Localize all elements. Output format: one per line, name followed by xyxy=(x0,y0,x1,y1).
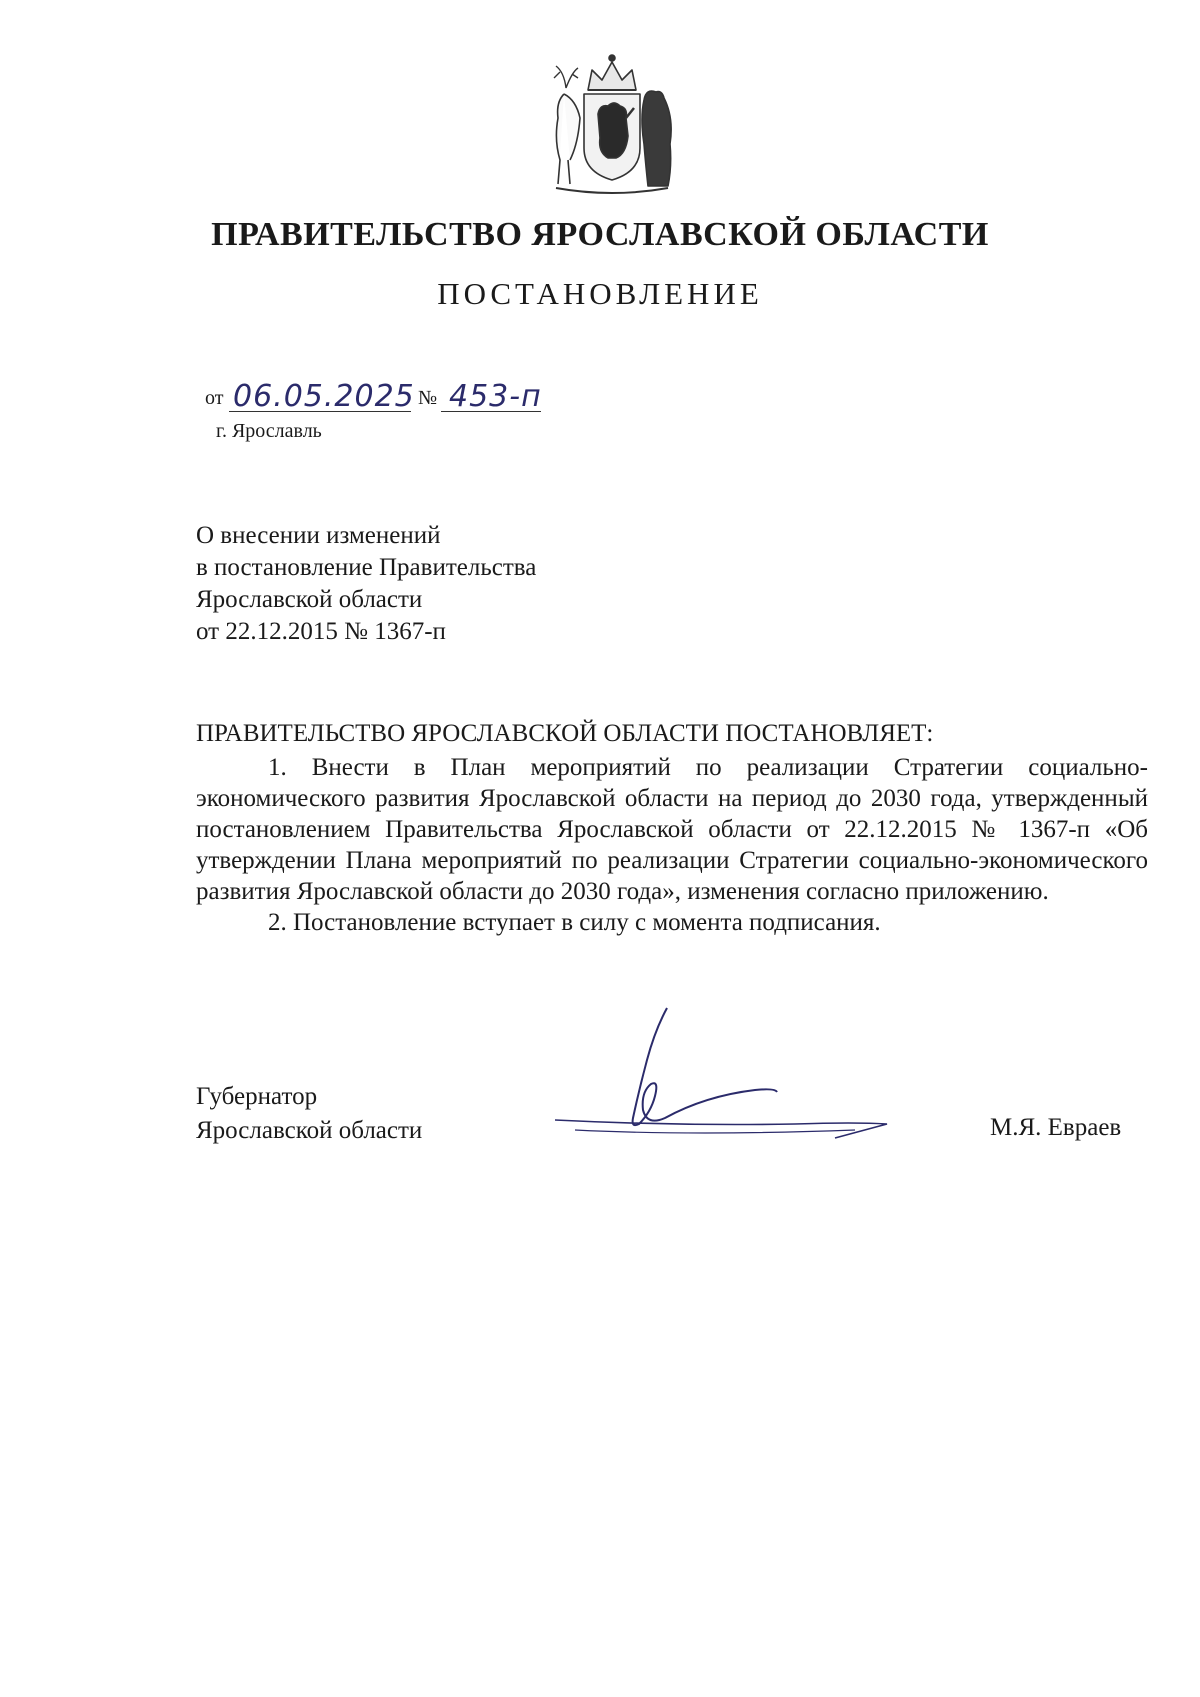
organization-title: ПРАВИТЕЛЬСТВО ЯРОСЛАВСКОЙ ОБЛАСТИ xyxy=(211,216,989,253)
signatory-role-line: Губернатор xyxy=(196,1083,318,1110)
subject-line: О внесении изменений xyxy=(196,522,441,549)
subject-line: в постановление Правительства xyxy=(196,554,537,581)
subject-line: от 22.12.2015 № 1367-п xyxy=(196,618,446,645)
decree-body xyxy=(196,752,1148,938)
date-number-line xyxy=(205,379,625,416)
date-label: от xyxy=(205,387,224,409)
date-value: 06.05.2025 xyxy=(233,379,415,414)
handwritten-signature xyxy=(555,1000,915,1160)
number-value: 453-п xyxy=(449,379,542,414)
signatory-role-line: Ярославской области xyxy=(196,1117,423,1144)
signatory-role xyxy=(196,1080,422,1148)
subject-block xyxy=(196,520,536,648)
city-label: г. Ярославль xyxy=(216,420,322,442)
paragraph-2: 2. Постановление вступает в силу с момента подписания. xyxy=(268,909,881,936)
number-label: № xyxy=(418,387,438,409)
signatory-name: М.Я. Евраев xyxy=(990,1114,1122,1141)
decree-heading: ПРАВИТЕЛЬСТВО ЯРОСЛАВСКОЙ ОБЛАСТИ ПОСТАНОВЛЯЕТ: xyxy=(196,720,934,747)
coat-of-arms-emblem xyxy=(536,48,688,198)
subject-line: Ярославской области xyxy=(196,586,423,613)
document-type-title: ПОСТАНОВЛЕНИЕ xyxy=(437,276,763,311)
paragraph-1: 1. Внести в План мероприятий по реализации Стратегии социально-экономического развития Ярославской области на период до 2030 года, утвержденный постановлением Правительства Ярославской области от 22.12.2015 № 1367-п «Об утверждении Плана мероприятий по реализации Стратегии социально-экономического развития Ярославской области до 2030 года», изменения согласно приложению. xyxy=(196,754,1148,905)
